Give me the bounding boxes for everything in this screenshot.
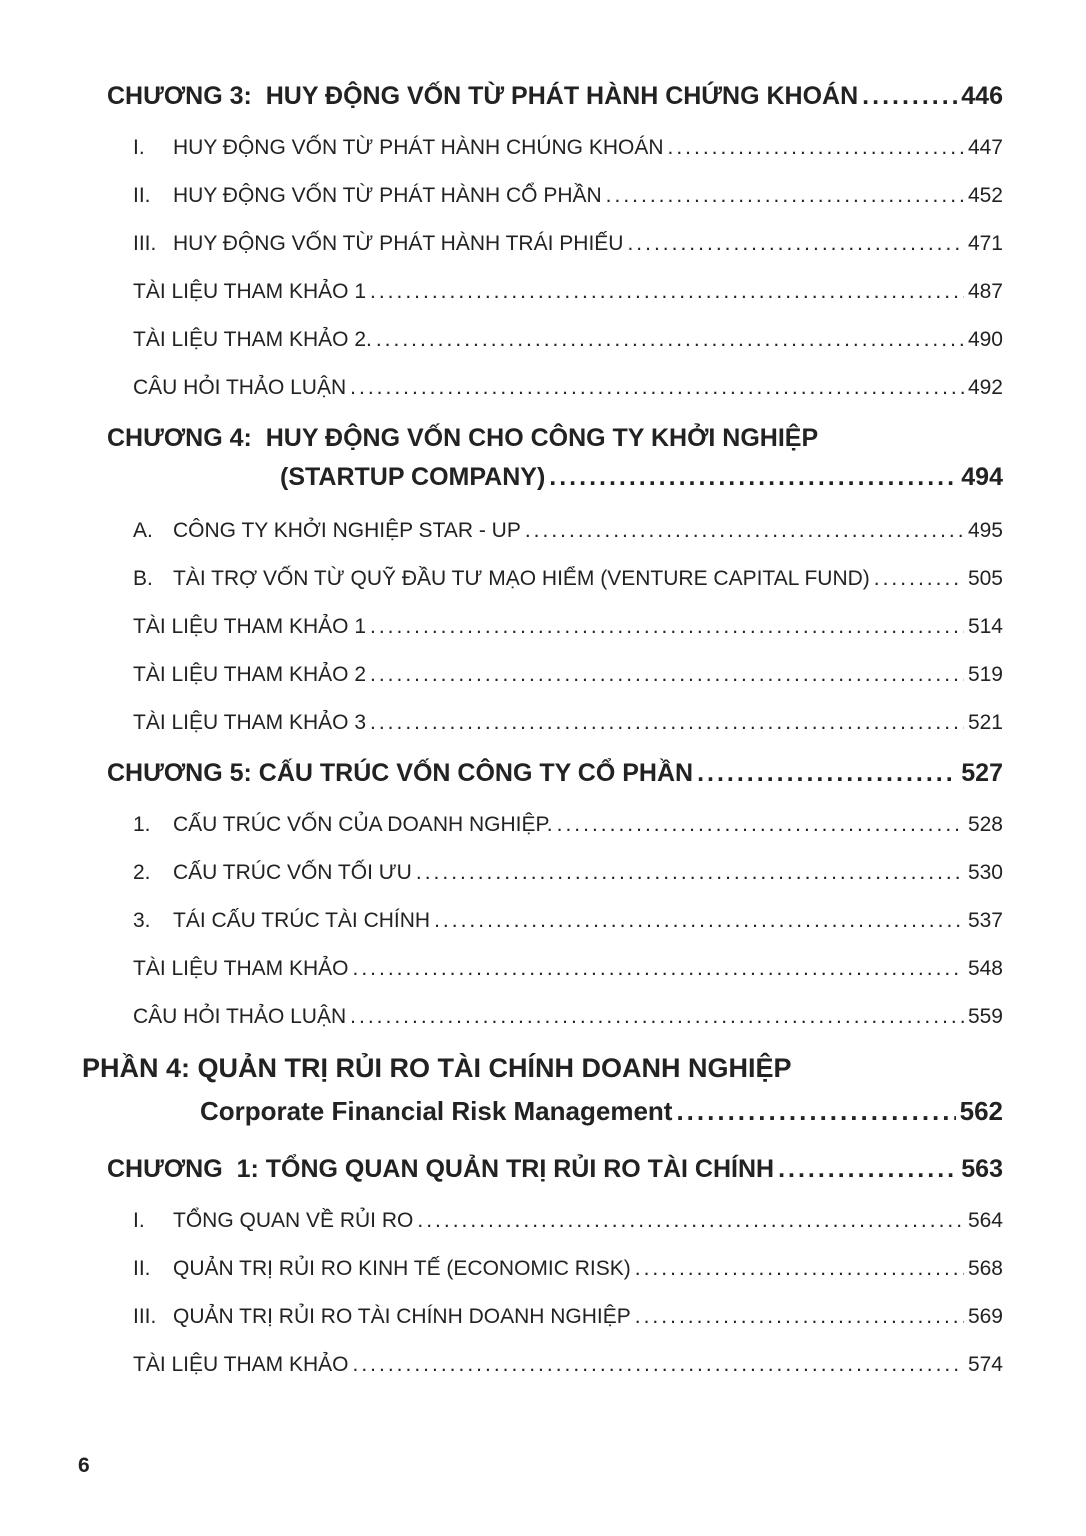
part-subtitle: Corporate Financial Risk Management bbox=[200, 1096, 673, 1126]
entry-prefix: III. bbox=[133, 232, 157, 255]
chapter-title: CHƯƠNG 5: CẤU TRÚC VỐN CÔNG TY CỔ PHẦN bbox=[107, 759, 694, 787]
entry-page-number: 574 bbox=[967, 1353, 1003, 1376]
dot-leader bbox=[416, 861, 964, 885]
entry-prefix: 1. bbox=[133, 813, 151, 836]
entry-prefix: 3. bbox=[133, 909, 151, 932]
dot-leader bbox=[370, 615, 964, 639]
entry-page-number: 452 bbox=[967, 184, 1003, 207]
entry-label: TÁI CẤU TRÚC TÀI CHÍNH bbox=[173, 909, 431, 932]
chapter-heading bbox=[107, 1155, 1003, 1184]
page-number: 6 bbox=[78, 1454, 90, 1477]
toc-entry bbox=[133, 280, 1003, 304]
entry-page-number: 530 bbox=[967, 861, 1003, 884]
toc-entry bbox=[133, 1305, 1003, 1329]
entry-page-number: 537 bbox=[967, 909, 1003, 932]
entry-label: TÀI TRỢ VỐN TỪ QUỸ ĐẦU TƯ MẠO HIỂM (VENTURE CAPITAL FUND) bbox=[173, 567, 870, 590]
toc-entry bbox=[133, 1257, 1003, 1281]
entry-prefix: 2. bbox=[133, 861, 151, 884]
toc-entry bbox=[133, 1005, 1003, 1029]
entry-page-number: 487 bbox=[967, 280, 1003, 303]
entry-page-number: 490 bbox=[967, 328, 1003, 351]
entry-page-number: 495 bbox=[967, 519, 1003, 542]
entry-label: TÀI LIỆU THAM KHẢO 1 bbox=[133, 280, 366, 303]
toc-entry bbox=[133, 1353, 1003, 1377]
dot-leader bbox=[370, 663, 964, 687]
dot-leader bbox=[697, 759, 957, 788]
entry-label: CÂU HỎI THẢO LUẬN bbox=[133, 1005, 347, 1028]
entry-label: CẤU TRÚC VỐN TỐI ƯU bbox=[173, 861, 412, 884]
toc-entry bbox=[133, 909, 1003, 933]
chapter-title: CHƯƠNG 4: HUY ĐỘNG VỐN CHO CÔNG TY KHỞI NGHIỆP bbox=[107, 424, 819, 452]
entry-label: CẤU TRÚC VỐN CỦA DOANH NGHIỆP. bbox=[173, 813, 553, 836]
entry-page-number: 528 bbox=[967, 813, 1003, 836]
dot-leader bbox=[668, 136, 964, 160]
entry-label: TÀI LIỆU THAM KHẢO 2 bbox=[133, 663, 366, 686]
entry-prefix: III. bbox=[133, 1305, 157, 1328]
entry-prefix: I. bbox=[133, 136, 145, 159]
entry-label: QUẢN TRỊ RỦI RO TÀI CHÍNH DOANH NGHIỆP bbox=[173, 1305, 631, 1328]
dot-leader bbox=[350, 376, 964, 400]
entry-page-number: 568 bbox=[967, 1257, 1003, 1280]
entry-label: QUẢN TRỊ RỦI RO KINH TẾ (ECONOMIC RISK) bbox=[173, 1257, 631, 1280]
entry-label: CÂU HỎI THẢO LUẬN bbox=[133, 376, 347, 399]
toc-entry bbox=[133, 813, 1003, 837]
entry-label: TÀI LIỆU THAM KHẢO 1 bbox=[133, 615, 366, 638]
dot-leader bbox=[676, 1096, 955, 1127]
dot-leader bbox=[434, 909, 964, 933]
entry-label: HUY ĐỘNG VỐN TỪ PHÁT HÀNH CỔ PHẦN bbox=[173, 184, 602, 207]
entry-page-number: 559 bbox=[967, 1005, 1003, 1028]
dot-leader bbox=[549, 463, 957, 492]
dot-leader bbox=[376, 328, 964, 352]
chapter-subtitle: (STARTUP COMPANY) bbox=[280, 463, 546, 491]
toc-entry bbox=[133, 328, 1003, 352]
dot-leader bbox=[370, 280, 964, 304]
entry-label: CÔNG TY KHỞI NGHIỆP STAR - UP bbox=[173, 519, 521, 542]
chapter-page-number: 494 bbox=[961, 463, 1003, 491]
part-heading bbox=[82, 1053, 1003, 1084]
entry-prefix: A. bbox=[133, 519, 153, 542]
entry-page-number: 471 bbox=[967, 232, 1003, 255]
toc-entry bbox=[133, 232, 1003, 256]
dot-leader bbox=[417, 1209, 964, 1233]
toc-entry bbox=[133, 376, 1003, 400]
dot-leader bbox=[557, 813, 964, 837]
entry-prefix: II. bbox=[133, 184, 151, 207]
chapter-page-number: 446 bbox=[961, 82, 1003, 110]
toc-entry bbox=[133, 615, 1003, 639]
part-page-number: 562 bbox=[959, 1096, 1003, 1126]
entry-page-number: 519 bbox=[967, 663, 1003, 686]
chapter-heading bbox=[107, 82, 1003, 111]
entry-label: TÀI LIỆU THAM KHẢO bbox=[133, 1353, 349, 1376]
chapter-heading bbox=[107, 759, 1003, 788]
entry-page-number: 569 bbox=[967, 1305, 1003, 1328]
dot-leader bbox=[353, 1353, 964, 1377]
toc-entry bbox=[133, 663, 1003, 687]
entry-label: HUY ĐỘNG VỐN TỪ PHÁT HÀNH TRÁI PHIẾU bbox=[173, 232, 624, 255]
entry-page-number: 548 bbox=[967, 957, 1003, 980]
toc-entry bbox=[133, 184, 1003, 208]
entry-prefix: B. bbox=[133, 567, 153, 590]
dot-leader bbox=[874, 567, 964, 591]
toc-entry bbox=[133, 567, 1003, 591]
entry-label: TÀI LIỆU THAM KHẢO 3 bbox=[133, 711, 366, 734]
entry-prefix: I. bbox=[133, 1209, 145, 1232]
part-heading-line2 bbox=[200, 1096, 1003, 1127]
entry-page-number: 564 bbox=[967, 1209, 1003, 1232]
entry-label: TÀI LIỆU THAM KHẢO 2. bbox=[133, 328, 372, 351]
toc-entry bbox=[133, 861, 1003, 885]
dot-leader bbox=[353, 957, 964, 981]
toc-entry bbox=[133, 136, 1003, 160]
dot-leader bbox=[635, 1257, 964, 1281]
entry-page-number: 505 bbox=[967, 567, 1003, 590]
entry-label: TÀI LIỆU THAM KHẢO bbox=[133, 957, 349, 980]
chapter-title: CHƯƠNG 1: TỔNG QUAN QUẢN TRỊ RỦI RO TÀI CHÍNH bbox=[107, 1155, 775, 1183]
dot-leader bbox=[350, 1005, 964, 1029]
entry-page-number: 514 bbox=[967, 615, 1003, 638]
toc-entry bbox=[133, 711, 1003, 735]
dot-leader bbox=[525, 519, 964, 543]
toc-entry bbox=[133, 519, 1003, 543]
part-title: PHẦN 4: QUẢN TRỊ RỦI RO TÀI CHÍNH DOANH NGHIỆP bbox=[82, 1053, 792, 1083]
entry-prefix: II. bbox=[133, 1257, 151, 1280]
chapter-title: CHƯƠNG 3: HUY ĐỘNG VỐN TỪ PHÁT HÀNH CHỨNG KHOÁN bbox=[107, 82, 859, 110]
chapter-heading-line2 bbox=[280, 463, 1003, 492]
dot-leader bbox=[778, 1155, 957, 1184]
toc-entry bbox=[133, 957, 1003, 981]
chapter-page-number: 527 bbox=[961, 759, 1003, 787]
dot-leader bbox=[862, 82, 957, 111]
entry-page-number: 447 bbox=[967, 136, 1003, 159]
dot-leader bbox=[635, 1305, 964, 1329]
entry-label: TỔNG QUAN VỀ RỦI RO bbox=[173, 1209, 414, 1232]
dot-leader bbox=[370, 711, 964, 735]
entry-page-number: 492 bbox=[967, 376, 1003, 399]
entry-label: HUY ĐỘNG VỐN TỪ PHÁT HÀNH CHÚNG KHOÁN bbox=[173, 136, 664, 159]
entry-page-number: 521 bbox=[967, 711, 1003, 734]
chapter-page-number: 563 bbox=[961, 1155, 1003, 1183]
chapter-heading bbox=[107, 424, 1003, 453]
dot-leader bbox=[606, 184, 964, 208]
dot-leader bbox=[627, 232, 963, 256]
toc-entry bbox=[133, 1209, 1003, 1233]
